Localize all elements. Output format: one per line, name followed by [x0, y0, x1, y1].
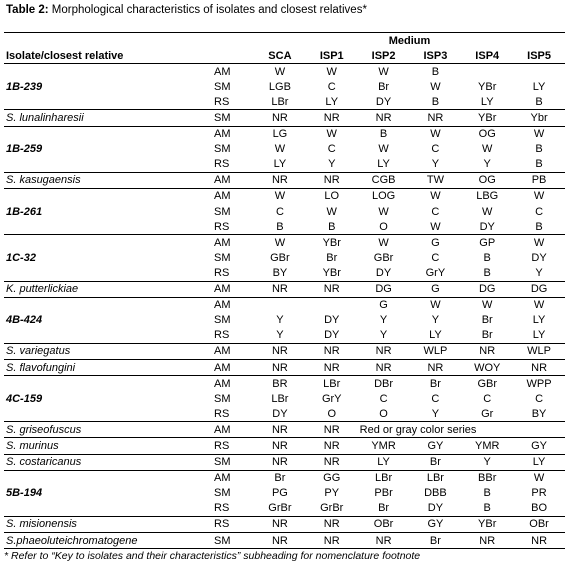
medium-type-cell: AM — [196, 281, 254, 297]
value-cell: Y — [409, 406, 461, 422]
value-cell: NR — [254, 516, 306, 532]
table-row — [4, 250, 565, 265]
value-cell: Y — [461, 157, 513, 173]
value-cell: GBr — [477, 377, 497, 390]
isolate-name: S. flavofungini — [6, 361, 76, 374]
value-cell: Y — [254, 328, 306, 344]
value-cell: LO — [324, 190, 340, 203]
value-cell: LY — [513, 454, 565, 470]
value-cell: NR — [306, 516, 358, 532]
value-cell: B — [461, 501, 513, 517]
value-cell — [306, 297, 358, 313]
value-cell: Br — [378, 80, 390, 93]
table-row — [4, 204, 565, 219]
value-cell: Y — [358, 328, 410, 344]
table-row — [4, 516, 565, 532]
medium-type-cell: AM — [214, 299, 231, 312]
value-cell: LBr — [323, 377, 341, 390]
value-cell: B — [513, 94, 565, 110]
value-cell: Y — [379, 314, 388, 327]
column-header: ISP5 — [513, 48, 565, 64]
table-row — [4, 110, 565, 126]
value-cell: W — [274, 65, 286, 78]
isolate-name: S. kasugaensis — [6, 174, 81, 187]
value-cell: W — [533, 128, 545, 141]
value-cell: DG — [461, 281, 513, 297]
value-cell: W — [482, 299, 493, 312]
isolate-name: 1C-32 — [6, 251, 36, 264]
value-cell: LY — [409, 328, 461, 344]
value-cell: LY — [254, 157, 306, 173]
value-cell: NR — [358, 533, 410, 549]
value-cell: OG — [478, 128, 496, 141]
table-caption — [6, 4, 367, 16]
value-cell — [461, 64, 513, 80]
value-cell: NR — [306, 454, 358, 470]
medium-type-cell: RS — [196, 219, 254, 235]
isolate-name: K. putterlickiae — [6, 283, 79, 296]
value-cell: GY — [513, 438, 565, 454]
value-cell: DY — [531, 251, 547, 264]
medium-type-cell: AM — [214, 377, 231, 390]
value-cell: C — [431, 392, 440, 405]
value-cell: BBr — [478, 472, 497, 485]
value-cell: OBr — [513, 516, 565, 532]
value-cell: PBr — [374, 487, 393, 500]
value-cell: WLP — [409, 343, 461, 359]
value-cell: GY — [409, 438, 461, 454]
value-cell: YBr — [306, 265, 358, 281]
isolate-name: 5B-194 — [6, 487, 43, 500]
value-cell: GBr — [373, 251, 394, 264]
value-cell: NR — [461, 533, 513, 549]
table-row — [4, 219, 565, 235]
table-row — [4, 422, 565, 438]
value-cell: NR — [306, 438, 358, 454]
column-header: ISP3 — [409, 48, 461, 64]
value-cell: Y — [306, 157, 358, 173]
value-cell: O — [306, 406, 358, 422]
table-row — [4, 470, 565, 486]
value-cell: BR — [272, 377, 288, 390]
medium-type-cell: SM — [214, 392, 231, 405]
value-cell: NR — [254, 281, 306, 297]
value-cell: Br — [481, 314, 493, 327]
value-cell: W — [482, 205, 493, 218]
value-cell: C — [327, 80, 336, 93]
value-cell: LY — [306, 94, 358, 110]
value-cell: LG — [272, 128, 288, 141]
medium-type-cell: SM — [196, 533, 254, 549]
value-cell: NR — [254, 438, 306, 454]
value-cell: NR — [306, 172, 358, 188]
value-cell: DBr — [374, 377, 394, 390]
isolate-column-header: Isolate/closest relative — [4, 48, 196, 64]
isolate-name: S.phaeoluteichromatogene — [6, 534, 138, 547]
value-cell: WPP — [526, 377, 552, 390]
value-cell: LY — [358, 157, 410, 173]
isolate-name: 1B-261 — [6, 205, 43, 218]
value-cell: B — [513, 219, 565, 235]
value-cell: TW — [409, 172, 461, 188]
value-cell: DY — [358, 94, 410, 110]
value-cell: PB — [513, 172, 565, 188]
medium-type-cell: AM — [196, 359, 254, 375]
isolate-name: S. griseofuscus — [6, 423, 82, 436]
value-cell: NR — [513, 533, 565, 549]
medium-type-cell: SM — [196, 110, 254, 126]
column-header: ISP2 — [358, 48, 410, 64]
value-cell: Br — [358, 501, 410, 517]
value-cell: YMR — [358, 438, 410, 454]
value-cell: B — [254, 219, 306, 235]
value-cell: NR — [409, 359, 461, 375]
value-cell: LBr — [426, 472, 444, 485]
medium-type-cell: AM — [196, 422, 254, 438]
merged-value-cell: Red or gray color series — [358, 422, 565, 438]
medium-type-cell: SM — [214, 487, 231, 500]
value-cell: Br — [409, 454, 461, 470]
medium-type-cell: AM — [214, 190, 231, 203]
table-row — [4, 406, 565, 422]
value-cell: GG — [323, 472, 341, 485]
value-cell: OG — [461, 172, 513, 188]
value-cell: NR — [306, 359, 358, 375]
value-cell: YBr — [322, 236, 341, 249]
value-cell: NR — [358, 359, 410, 375]
value-cell — [513, 64, 565, 80]
value-cell: YBr — [461, 110, 513, 126]
value-cell: G — [379, 299, 388, 312]
value-cell: LBG — [476, 190, 499, 203]
value-cell: DBB — [424, 487, 447, 500]
value-cell: C — [327, 143, 336, 156]
value-cell: GrY — [409, 265, 461, 281]
isolate-name: S. variegatus — [6, 345, 71, 358]
value-cell: GrBr — [306, 501, 358, 517]
medium-type-cell: AM — [214, 128, 231, 141]
value-cell: W — [430, 128, 441, 141]
value-cell: Y — [513, 265, 565, 281]
value-cell: DY — [306, 328, 358, 344]
value-cell: C — [431, 143, 440, 156]
isolate-name: 4B-424 — [6, 314, 43, 327]
value-cell: BY — [254, 265, 306, 281]
isolate-name: S. lunalinharesii — [6, 112, 84, 125]
value-cell: B — [483, 251, 491, 264]
value-cell: Br — [326, 251, 338, 264]
medium-type-cell: SM — [214, 251, 231, 264]
value-cell: W — [274, 143, 286, 156]
value-cell: Br — [274, 472, 286, 485]
value-cell: GBr — [270, 251, 290, 264]
value-cell: W — [533, 472, 545, 485]
medium-type-cell: RS — [196, 157, 254, 173]
value-cell: Ybr — [513, 110, 565, 126]
table-row — [4, 94, 565, 110]
value-cell: W — [430, 80, 441, 93]
value-cell: PG — [271, 487, 288, 500]
value-cell: NR — [306, 422, 358, 438]
value-cell: GrY — [321, 392, 342, 405]
medium-type-cell: RS — [196, 438, 254, 454]
table-row — [4, 235, 565, 251]
medium-type-cell: RS — [196, 501, 254, 517]
value-cell: NR — [358, 110, 410, 126]
value-cell: LOG — [371, 190, 396, 203]
table-row — [4, 343, 565, 359]
value-cell: C — [431, 205, 440, 218]
value-cell: B — [431, 65, 440, 78]
isolate-name: S. misionensis — [6, 518, 77, 531]
value-cell: NR — [306, 343, 358, 359]
value-cell: YBr — [478, 80, 497, 93]
value-cell: LBr — [375, 472, 393, 485]
value-cell: W — [274, 236, 286, 249]
value-cell: W — [378, 205, 389, 218]
value-cell: O — [358, 406, 410, 422]
value-cell: NR — [254, 359, 306, 375]
value-cell: LY — [532, 80, 546, 93]
value-cell: W — [430, 299, 441, 312]
value-cell: NR — [254, 110, 306, 126]
value-cell: Gr — [461, 406, 513, 422]
value-cell: B — [461, 265, 513, 281]
medium-type-cell: AM — [196, 343, 254, 359]
value-cell: C — [535, 205, 544, 218]
caption-text: Morphological characteristics of isolates and closest relatives* — [48, 4, 367, 16]
value-cell: NR — [254, 422, 306, 438]
value-cell: YMR — [461, 438, 513, 454]
table-row — [4, 328, 565, 344]
column-header: ISP1 — [306, 48, 358, 64]
table-row — [4, 297, 565, 313]
value-cell: Y — [461, 454, 513, 470]
value-cell: LBr — [254, 94, 306, 110]
medium-type-cell: AM — [196, 172, 254, 188]
value-cell: B — [513, 157, 565, 173]
value-cell: C — [431, 251, 440, 264]
table-row — [4, 157, 565, 173]
table-row — [4, 126, 565, 142]
isolate-name: 1B-259 — [6, 143, 43, 156]
value-cell: LBr — [271, 392, 289, 405]
value-cell: GrBr — [254, 501, 306, 517]
value-cell: DY — [409, 501, 461, 517]
value-cell: Br — [461, 328, 513, 344]
value-cell: NR — [409, 110, 461, 126]
value-cell: W — [533, 190, 545, 203]
medium-type-cell: SM — [214, 314, 231, 327]
value-cell: NR — [254, 454, 306, 470]
value-cell: W — [430, 190, 441, 203]
value-cell: Br — [409, 533, 461, 549]
value-cell: OBr — [358, 516, 410, 532]
column-header: SCA — [254, 48, 306, 64]
table-row — [4, 359, 565, 375]
table-row — [4, 188, 565, 204]
value-cell: W — [274, 190, 286, 203]
value-cell: W — [378, 143, 389, 156]
value-cell: NR — [254, 533, 306, 549]
value-cell: C — [275, 205, 284, 218]
medium-type-cell: RS — [196, 265, 254, 281]
value-cell: YBr — [461, 516, 513, 532]
medium-type-cell: RS — [196, 516, 254, 532]
table-row — [4, 64, 565, 80]
table-row — [4, 265, 565, 281]
value-cell: DY — [254, 406, 306, 422]
value-cell: B — [535, 143, 543, 156]
medium-type-cell: RS — [196, 406, 254, 422]
value-cell: B — [379, 128, 388, 141]
medium-type-cell: SM — [214, 80, 231, 93]
value-cell: NR — [358, 343, 410, 359]
value-cell: Y — [431, 314, 440, 327]
value-cell: W — [482, 143, 493, 156]
caption-label: Table 2: — [6, 4, 49, 16]
value-cell: Br — [429, 377, 441, 390]
table-row — [4, 454, 565, 470]
value-cell: LY — [461, 94, 513, 110]
isolate-name: S. murinus — [6, 439, 59, 452]
value-cell: B — [483, 487, 491, 500]
value-cell: W — [378, 65, 389, 78]
value-cell: WOY — [461, 359, 513, 375]
value-cell: G — [409, 281, 461, 297]
table-row — [4, 438, 565, 454]
value-cell: W — [326, 65, 337, 78]
medium-type-cell: SM — [214, 143, 231, 156]
value-cell: W — [533, 236, 545, 249]
table-body — [4, 64, 565, 549]
value-cell: C — [379, 392, 388, 405]
value-cell: LGB — [268, 80, 291, 93]
isolate-name: S. costaricanus — [6, 456, 82, 469]
medium-type-cell: RS — [196, 328, 254, 344]
value-cell: NR — [306, 533, 358, 549]
value-cell: PR — [531, 487, 547, 500]
value-cell: DY — [324, 314, 340, 327]
table-row — [4, 501, 565, 517]
value-cell: BO — [513, 501, 565, 517]
value-cell: NR — [254, 343, 306, 359]
header-row-columns — [4, 48, 565, 64]
value-cell: CGB — [358, 172, 410, 188]
value-cell: W — [378, 236, 389, 249]
footnote: * Refer to “Key to isolates and their characteristics” subheading for nomenclature footnote — [4, 550, 421, 562]
table-row — [4, 281, 565, 297]
value-cell: W — [533, 299, 545, 312]
medium-type-cell: AM — [214, 236, 231, 249]
medium-type-cell: AM — [214, 472, 231, 485]
value-cell: DG — [358, 281, 410, 297]
value-cell: W — [326, 205, 337, 218]
value-cell: NR — [254, 172, 306, 188]
medium-type-cell: AM — [214, 65, 231, 78]
value-cell: G — [431, 236, 440, 249]
medium-header: Medium — [388, 34, 431, 47]
value-cell: GY — [409, 516, 461, 532]
value-cell: GP — [479, 236, 496, 249]
medium-type-cell: SM — [214, 205, 231, 218]
value-cell: NR — [306, 281, 358, 297]
value-cell: C — [535, 392, 544, 405]
characteristics-table — [4, 33, 565, 549]
value-cell: NR — [513, 359, 565, 375]
value-cell: C — [483, 392, 492, 405]
value-cell: DG — [513, 281, 565, 297]
value-cell — [254, 297, 306, 313]
table-row — [4, 391, 565, 406]
table-row — [4, 142, 565, 157]
value-cell: LY — [532, 314, 546, 327]
isolate-name: 1B-239 — [6, 80, 43, 93]
value-cell: DY — [461, 219, 513, 235]
medium-type-cell: SM — [196, 454, 254, 470]
table-row — [4, 376, 565, 392]
table-row — [4, 313, 565, 328]
table-row — [4, 172, 565, 188]
column-header: ISP4 — [461, 48, 513, 64]
value-cell: Y — [276, 314, 284, 327]
value-cell: LY — [513, 328, 565, 344]
table-row — [4, 533, 565, 549]
value-cell: NR — [461, 343, 513, 359]
value-cell: B — [306, 219, 358, 235]
value-cell: B — [409, 94, 461, 110]
header-row-medium — [4, 33, 565, 48]
value-cell: Y — [409, 157, 461, 173]
value-cell: BY — [513, 406, 565, 422]
value-cell: W — [409, 219, 461, 235]
value-cell: W — [326, 128, 337, 141]
medium-type-cell: RS — [196, 94, 254, 110]
value-cell: O — [358, 219, 410, 235]
table-row — [4, 79, 565, 94]
value-cell: PY — [324, 487, 340, 500]
value-cell: WLP — [513, 343, 565, 359]
value-cell: DY — [358, 265, 410, 281]
table-row — [4, 486, 565, 501]
isolate-name: 4C-159 — [6, 392, 43, 405]
value-cell: NR — [306, 110, 358, 126]
value-cell: LY — [358, 454, 410, 470]
